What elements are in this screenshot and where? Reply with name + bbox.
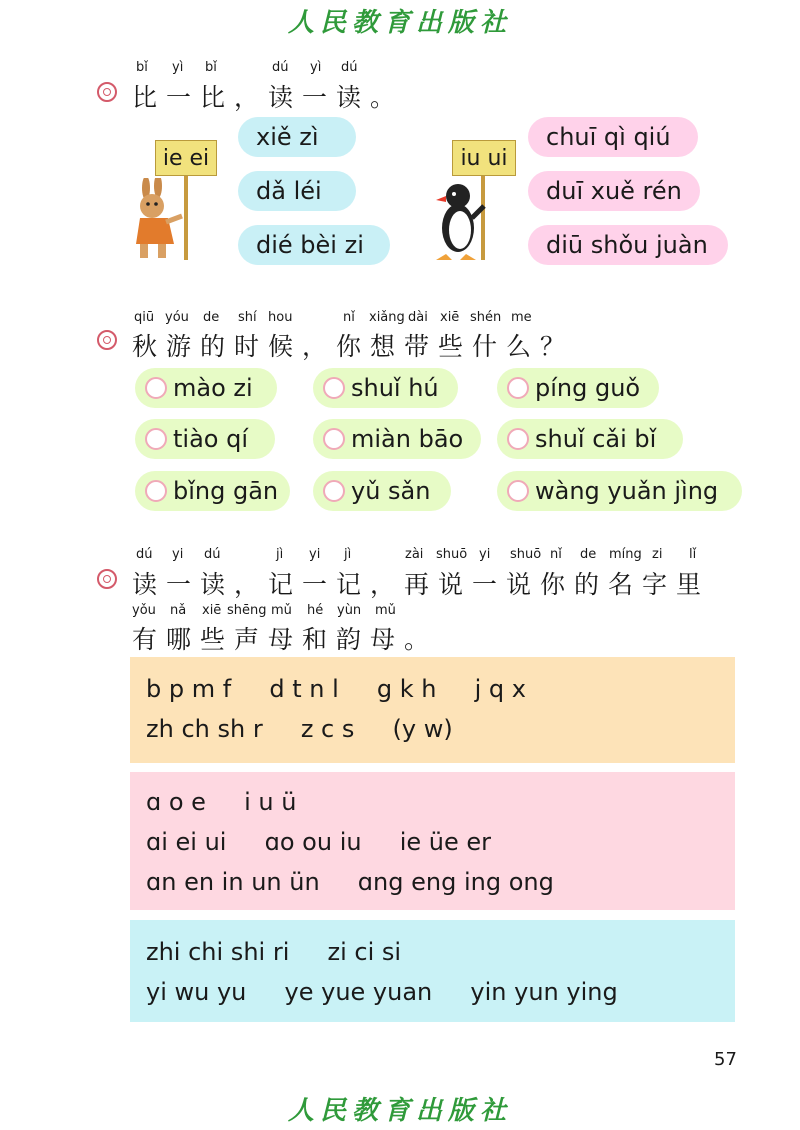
word-pill-text: dǎ léi bbox=[256, 177, 322, 205]
pinyin: zài bbox=[405, 547, 424, 562]
hanzi: 里 bbox=[676, 570, 702, 599]
word-pill bbox=[528, 171, 700, 211]
hanzi: 和 bbox=[302, 625, 328, 654]
pinyin: shuō bbox=[510, 547, 542, 562]
hanzi: 有 bbox=[132, 625, 158, 654]
pinyin: dài bbox=[408, 310, 428, 325]
choice-checkbox[interactable] bbox=[145, 377, 167, 399]
spiral-bullet-icon bbox=[97, 82, 117, 102]
hanzi: 记 bbox=[336, 570, 362, 599]
hanzi: ， bbox=[370, 570, 396, 599]
rabbit-icon bbox=[128, 178, 188, 262]
choice-item[interactable] bbox=[313, 471, 451, 511]
pinyin: shí bbox=[238, 310, 257, 325]
syllables-row: zhi chi shi ri zi ci si bbox=[146, 938, 402, 966]
pinyin: lǐ bbox=[689, 547, 697, 562]
pinyin: yóu bbox=[165, 310, 189, 325]
hanzi: 一 bbox=[302, 570, 328, 599]
pinyin: nǐ bbox=[550, 547, 562, 562]
pinyin: zi bbox=[652, 547, 663, 562]
hanzi: 说 bbox=[506, 570, 532, 599]
consonants-row: b p m f d t n l g k h j q x bbox=[146, 675, 526, 703]
hanzi: 候 bbox=[268, 332, 294, 361]
word-pill bbox=[528, 225, 728, 265]
hanzi: 哪 bbox=[166, 625, 192, 654]
hanzi: 声 bbox=[234, 625, 260, 654]
hanzi: 母 bbox=[268, 625, 294, 654]
choice-text: miàn bāo bbox=[351, 425, 464, 453]
pinyin: qiū bbox=[134, 310, 155, 325]
pinyin: hé bbox=[307, 603, 324, 618]
hanzi: 比 bbox=[132, 83, 158, 112]
pinyin: yùn bbox=[337, 603, 362, 618]
pinyin: nǐ bbox=[343, 310, 355, 325]
hanzi: 些 bbox=[200, 625, 226, 654]
pinyin: mǔ bbox=[271, 603, 292, 618]
choice-text: píng guǒ bbox=[535, 374, 641, 402]
hanzi: ？ bbox=[540, 332, 566, 361]
hanzi: 的 bbox=[574, 570, 600, 599]
choice-text: shuǐ cǎi bǐ bbox=[535, 425, 657, 453]
choice-text: yǔ sǎn bbox=[351, 477, 431, 505]
consonants-row: zh ch sh r z c s (y w) bbox=[146, 715, 453, 743]
hanzi: 你 bbox=[540, 570, 566, 599]
choice-item[interactable] bbox=[135, 368, 277, 408]
hanzi: 。 bbox=[370, 83, 396, 112]
pinyin: yi bbox=[172, 547, 184, 562]
syllables-row: yi wu yu ye yue yuan yin yun ying bbox=[146, 978, 618, 1006]
vowel-sign-iu-ui: iu ui bbox=[452, 140, 516, 176]
hanzi: 韵 bbox=[336, 625, 362, 654]
word-pill bbox=[238, 117, 356, 157]
hanzi: 说 bbox=[438, 570, 464, 599]
penguin-icon bbox=[432, 182, 488, 262]
pinyin: me bbox=[511, 310, 532, 325]
vowels-row: ɑn en in un ün ɑng eng ing ong bbox=[146, 868, 554, 896]
hanzi: 一 bbox=[166, 83, 192, 112]
hanzi: ， bbox=[234, 83, 260, 112]
word-pill-text: diū shǒu juàn bbox=[546, 231, 708, 259]
hanzi: 字 bbox=[642, 570, 668, 599]
choice-text: bǐng gān bbox=[173, 477, 279, 505]
hanzi: 读 bbox=[200, 570, 226, 599]
word-pill bbox=[238, 171, 356, 211]
choice-checkbox[interactable] bbox=[145, 480, 167, 502]
hanzi: 些 bbox=[438, 332, 464, 361]
choice-text: mào zi bbox=[173, 374, 253, 402]
pinyin: míng bbox=[609, 547, 642, 562]
hanzi: 的 bbox=[200, 332, 226, 361]
choice-checkbox[interactable] bbox=[507, 428, 529, 450]
choice-item[interactable] bbox=[497, 471, 742, 511]
pinyin: yi bbox=[309, 547, 321, 562]
choice-item[interactable] bbox=[135, 471, 290, 511]
pinyin: jì bbox=[344, 547, 352, 562]
hanzi: 游 bbox=[166, 332, 192, 361]
choice-checkbox[interactable] bbox=[323, 428, 345, 450]
pinyin: de bbox=[580, 547, 597, 562]
hanzi: 带 bbox=[404, 332, 430, 361]
pinyin: dú bbox=[136, 547, 153, 562]
pinyin: shēng bbox=[227, 603, 267, 618]
choice-text: wàng yuǎn jìng bbox=[535, 477, 719, 505]
pinyin: shén bbox=[470, 310, 502, 325]
vowels-row: ɑi ei ui ɑo ou iu ie üe er bbox=[146, 828, 492, 856]
hanzi: 你 bbox=[336, 332, 362, 361]
pinyin: dú bbox=[341, 60, 358, 75]
choice-item[interactable] bbox=[313, 368, 458, 408]
hanzi: 再 bbox=[404, 570, 430, 599]
spiral-bullet-icon bbox=[97, 569, 117, 589]
vowels-panel bbox=[130, 772, 735, 910]
pinyin: yì bbox=[310, 60, 322, 75]
pinyin: shuō bbox=[436, 547, 468, 562]
pinyin: de bbox=[203, 310, 220, 325]
choice-item[interactable] bbox=[497, 368, 659, 408]
word-pill bbox=[238, 225, 390, 265]
spiral-bullet-icon bbox=[97, 330, 117, 350]
hanzi: ， bbox=[302, 332, 328, 361]
choice-item[interactable] bbox=[497, 419, 683, 459]
vowel-sign-ie-ei: ie ei bbox=[155, 140, 217, 176]
pinyin: dú bbox=[272, 60, 289, 75]
hanzi: 一 bbox=[166, 570, 192, 599]
pinyin: yǒu bbox=[132, 603, 156, 618]
hanzi: 么 bbox=[506, 332, 532, 361]
hanzi: ， bbox=[234, 570, 260, 599]
hanzi: 一 bbox=[472, 570, 498, 599]
hanzi: 比 bbox=[200, 83, 226, 112]
choice-checkbox[interactable] bbox=[145, 428, 167, 450]
pinyin: yì bbox=[172, 60, 184, 75]
word-pill-text: chuī qì qiú bbox=[546, 123, 671, 151]
hanzi: 记 bbox=[268, 570, 294, 599]
hanzi: 什 bbox=[472, 332, 498, 361]
choice-checkbox[interactable] bbox=[507, 377, 529, 399]
hanzi: 读 bbox=[336, 83, 362, 112]
hanzi: 读 bbox=[268, 83, 294, 112]
hanzi: 母 bbox=[370, 625, 396, 654]
pinyin: xiǎng bbox=[369, 310, 405, 325]
publisher-brand-top: 人民教育出版社 bbox=[287, 8, 512, 38]
choice-item[interactable] bbox=[135, 419, 275, 459]
consonants-panel bbox=[130, 657, 735, 763]
pinyin: nǎ bbox=[170, 603, 187, 618]
choice-text: shuǐ hú bbox=[351, 374, 439, 402]
hanzi: 时 bbox=[234, 332, 260, 361]
choice-checkbox[interactable] bbox=[323, 377, 345, 399]
word-pill-text: duī xuě rén bbox=[546, 177, 682, 205]
syllables-panel bbox=[130, 920, 735, 1022]
pinyin: dú bbox=[204, 547, 221, 562]
hanzi: 。 bbox=[404, 625, 430, 654]
choice-checkbox[interactable] bbox=[507, 480, 529, 502]
vowels-row: ɑ o e i u ü bbox=[146, 788, 297, 816]
pinyin: xiē bbox=[440, 310, 460, 325]
choice-text: tiào qí bbox=[173, 425, 248, 453]
hanzi: 一 bbox=[302, 83, 328, 112]
publisher-brand-bottom: 人民教育出版社 bbox=[287, 1096, 512, 1126]
hanzi: 秋 bbox=[132, 332, 158, 361]
word-pill bbox=[528, 117, 698, 157]
pinyin: bǐ bbox=[136, 60, 148, 75]
choice-checkbox[interactable] bbox=[323, 480, 345, 502]
hanzi: 名 bbox=[608, 570, 634, 599]
page-number: 57 bbox=[714, 1049, 737, 1070]
choice-item[interactable] bbox=[313, 419, 481, 459]
pinyin: mǔ bbox=[375, 603, 396, 618]
pinyin: jì bbox=[276, 547, 284, 562]
hanzi: 读 bbox=[132, 570, 158, 599]
pinyin: yi bbox=[479, 547, 491, 562]
word-pill-text: dié bèi zi bbox=[256, 231, 364, 259]
word-pill-text: xiě zì bbox=[256, 123, 319, 151]
hanzi: 想 bbox=[370, 332, 396, 361]
pinyin: bǐ bbox=[205, 60, 217, 75]
pinyin: hou bbox=[268, 310, 293, 325]
pinyin: xiē bbox=[202, 603, 222, 618]
